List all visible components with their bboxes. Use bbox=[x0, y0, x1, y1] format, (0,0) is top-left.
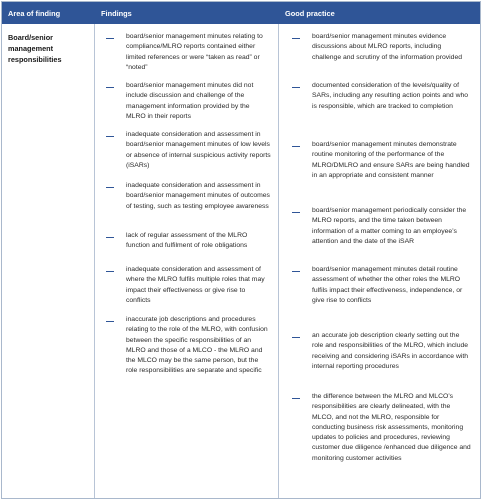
finding-item: inadequate consideration and assessment in board/senior management minutes of low levels or absence of internal suspicious activity reports (iSARs) bbox=[126, 131, 271, 169]
bullet-dash bbox=[292, 398, 300, 399]
bullet-dash bbox=[292, 87, 300, 88]
good-practice-item: board/senior management minutes evidence discussions about MLRO reports, including challenge and scrutiny of the information provided bbox=[312, 33, 462, 61]
bullet-dash bbox=[106, 187, 114, 188]
bullet-dash bbox=[106, 38, 114, 39]
column-divider bbox=[94, 24, 95, 498]
header-good-practice: Good practice bbox=[285, 9, 335, 18]
bullet-dash bbox=[292, 337, 300, 338]
good-practice-item: board/senior management minutes demonstrate routine monitoring of the performance of the MLRO/DMLRO and ensure SARs are being handled in an appropriate and consistent manner bbox=[312, 141, 470, 179]
bullet-dash bbox=[292, 146, 300, 147]
bullet-dash bbox=[106, 87, 114, 88]
finding-item: inadequate consideration and assessment in board/senior management minutes of outcomes of testing, such as testing employee awareness bbox=[126, 182, 270, 210]
table-header bbox=[2, 2, 480, 24]
good-practice-item: documented consideration of the levels/quality of SARs, including any resulting action points and who is responsible, which are tracked to completion bbox=[312, 82, 469, 110]
header-area: Area of finding bbox=[8, 9, 61, 18]
good-practice-item: the difference between the MLRO and MLCO’s responsibilities are clearly delineated, with the MLCO, and not the MLRO, responsible for conducting business risk assessments, monitoring updates to policies and procedures, reviewing customer due diligence /enhanced due diligence and monitoring customer activities bbox=[312, 393, 471, 462]
finding-item: inadequate consideration and assessment of where the MLRO fulfils multiple roles that may impact their effectiveness or give rise to conflicts bbox=[126, 266, 265, 304]
bullet-dash bbox=[106, 271, 114, 272]
area-of-finding: Board/senior management responsibilities bbox=[8, 33, 62, 64]
column-divider bbox=[278, 24, 279, 498]
bullet-dash bbox=[292, 212, 300, 213]
findings-table bbox=[1, 1, 481, 499]
good-practice-item: board/senior management minutes detail routine assessment of whether the other roles the MLRO fulfils impact their effectiveness, independence, or give rise to conflicts bbox=[312, 266, 463, 304]
finding-item: board/senior management minutes did not include discussion and challenge of the management information provided by the MLRO in their reports bbox=[126, 82, 254, 120]
header-findings: Findings bbox=[101, 9, 132, 18]
finding-item: board/senior management minutes relating to compliance/MLRO reports contained either limited references or were “taken as read” or “noted” bbox=[126, 33, 263, 71]
bullet-dash bbox=[292, 38, 300, 39]
good-practice-item: an accurate job description clearly setting out the role and responsibilities of the MLRO, which include receiving and considering iSARs in accordance with internal reporting procedures bbox=[312, 332, 469, 370]
bullet-dash bbox=[106, 237, 114, 238]
finding-item: inaccurate job descriptions and procedures relating to the role of the MLRO, with confusion between the specific responsibilities of an MLRO and those of a MLCO - the MLRO and the MLCO may be the same person, but the role responsibilities are separate and specific bbox=[126, 316, 268, 375]
bullet-dash bbox=[292, 271, 300, 272]
bullet-dash bbox=[106, 136, 114, 137]
finding-item: lack of regular assessment of the MLRO function and fulfilment of role obligations bbox=[126, 232, 248, 250]
good-practice-item: board/senior management periodically consider the MLRO reports, and the time taken between information of a matter coming to an employee’s attention and the date of the iSAR bbox=[312, 207, 467, 245]
bullet-dash bbox=[106, 321, 114, 322]
